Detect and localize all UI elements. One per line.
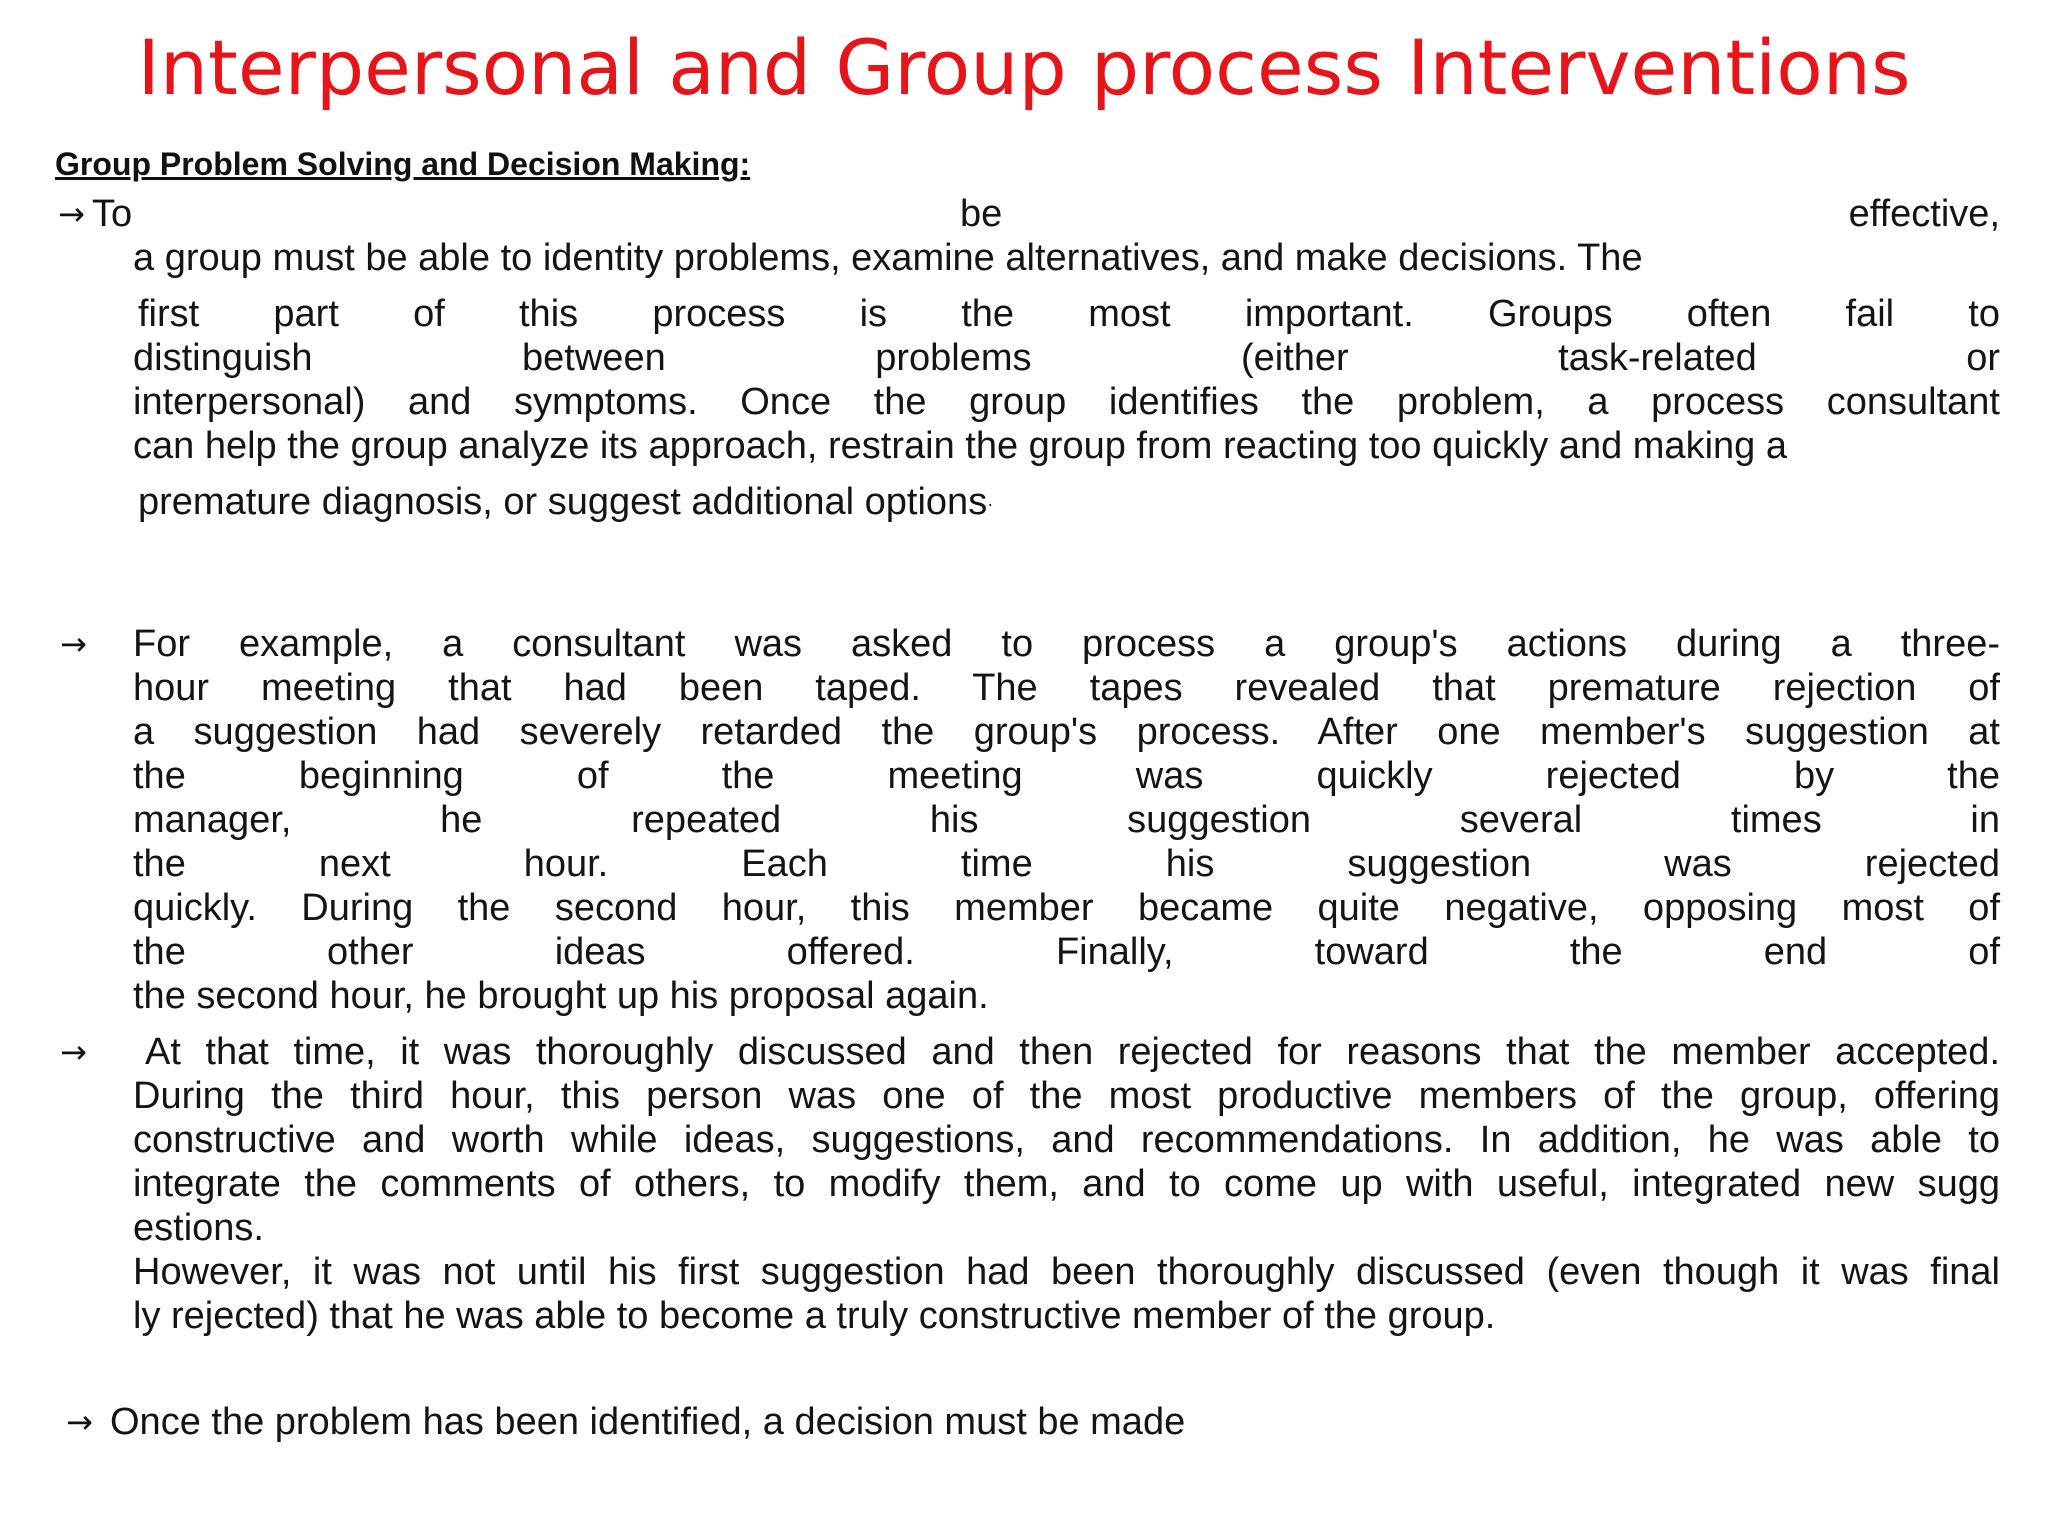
para2-line3: a suggestion had severely retarded the group's process. After one member's suggestion at: [133, 711, 2000, 753]
para1-line6: can help the group analyze its approach, restrain the group from reacting too quickly and making a: [133, 425, 1787, 467]
para1-line5: interpersonal) and symptoms. Once the group identifies the problem, a process consultant: [133, 381, 2000, 423]
arrow-icon: →: [66, 1403, 93, 1441]
para2-line8: the other ideas offered. Finally, toward the end of: [133, 931, 2000, 973]
para1-word-be: be: [960, 193, 1003, 235]
slide-title: Interpersonal and Group process Interventions: [137, 23, 1911, 112]
para1-line7-text: premature diagnosis, or suggest additional options: [138, 481, 988, 523]
arrow-icon: →: [60, 625, 87, 663]
trailing-dot: ·: [987, 493, 994, 514]
para2-line5: manager, he repeated his suggestion several times in: [133, 799, 2000, 841]
para2-line2: hour meeting that had been taped. The tapes revealed that premature rejection of: [133, 667, 2000, 709]
para2-line7: quickly. During the second hour, this member became quite negative, opposing most of: [133, 887, 2000, 929]
para3-line1: At that time, it was thoroughly discussed and then rejected for reasons that the member accepted.: [145, 1031, 2000, 1073]
para3-line3: constructive and worth while ideas, suggestions, and recommendations. In addition, he was able to: [133, 1119, 2000, 1161]
para2-line1: For example, a consultant was asked to process a group's actions during a three-: [133, 623, 2000, 665]
para2-line4: the beginning of the meeting was quickly rejected by the: [133, 755, 2000, 797]
para1-word-to: To: [92, 193, 133, 235]
para1-line7: [138, 480, 2000, 526]
section-heading: Group Problem Solving and Decision Making:: [55, 146, 751, 182]
para3-line6: However, it was not until his first suggestion had been thoroughly discussed (even though it was final: [133, 1251, 2000, 1293]
arrow-icon: →: [58, 195, 85, 233]
para2-line6: the next hour. Each time his suggestion was rejected: [133, 843, 2000, 885]
para3-line2: During the third hour, this person was one of the most productive members of the group, offering: [133, 1075, 2000, 1117]
para2-line9: the second hour, he brought up his proposal again.: [133, 975, 989, 1017]
para3-line7: ly rejected) that he was able to become a truly constructive member of the group.: [133, 1295, 1496, 1337]
para3-line4: integrate the comments of others, to modify them, and to come up with useful, integrated new sugg: [133, 1163, 2000, 1205]
para3-line5: estions.: [133, 1207, 264, 1249]
para1-line3: first part of this process is the most important. Groups often fail to: [138, 293, 2000, 335]
para1-line2: a group must be able to identity problems, examine alternatives, and make decisions. The: [133, 237, 1643, 279]
para1-word-effective: effective,: [1848, 193, 2000, 235]
para1-line4: distinguish between problems (either task-related or: [133, 337, 2000, 379]
para4-line1: Once the problem has been identified, a decision must be made: [110, 1401, 1186, 1443]
arrow-icon: →: [60, 1033, 87, 1071]
